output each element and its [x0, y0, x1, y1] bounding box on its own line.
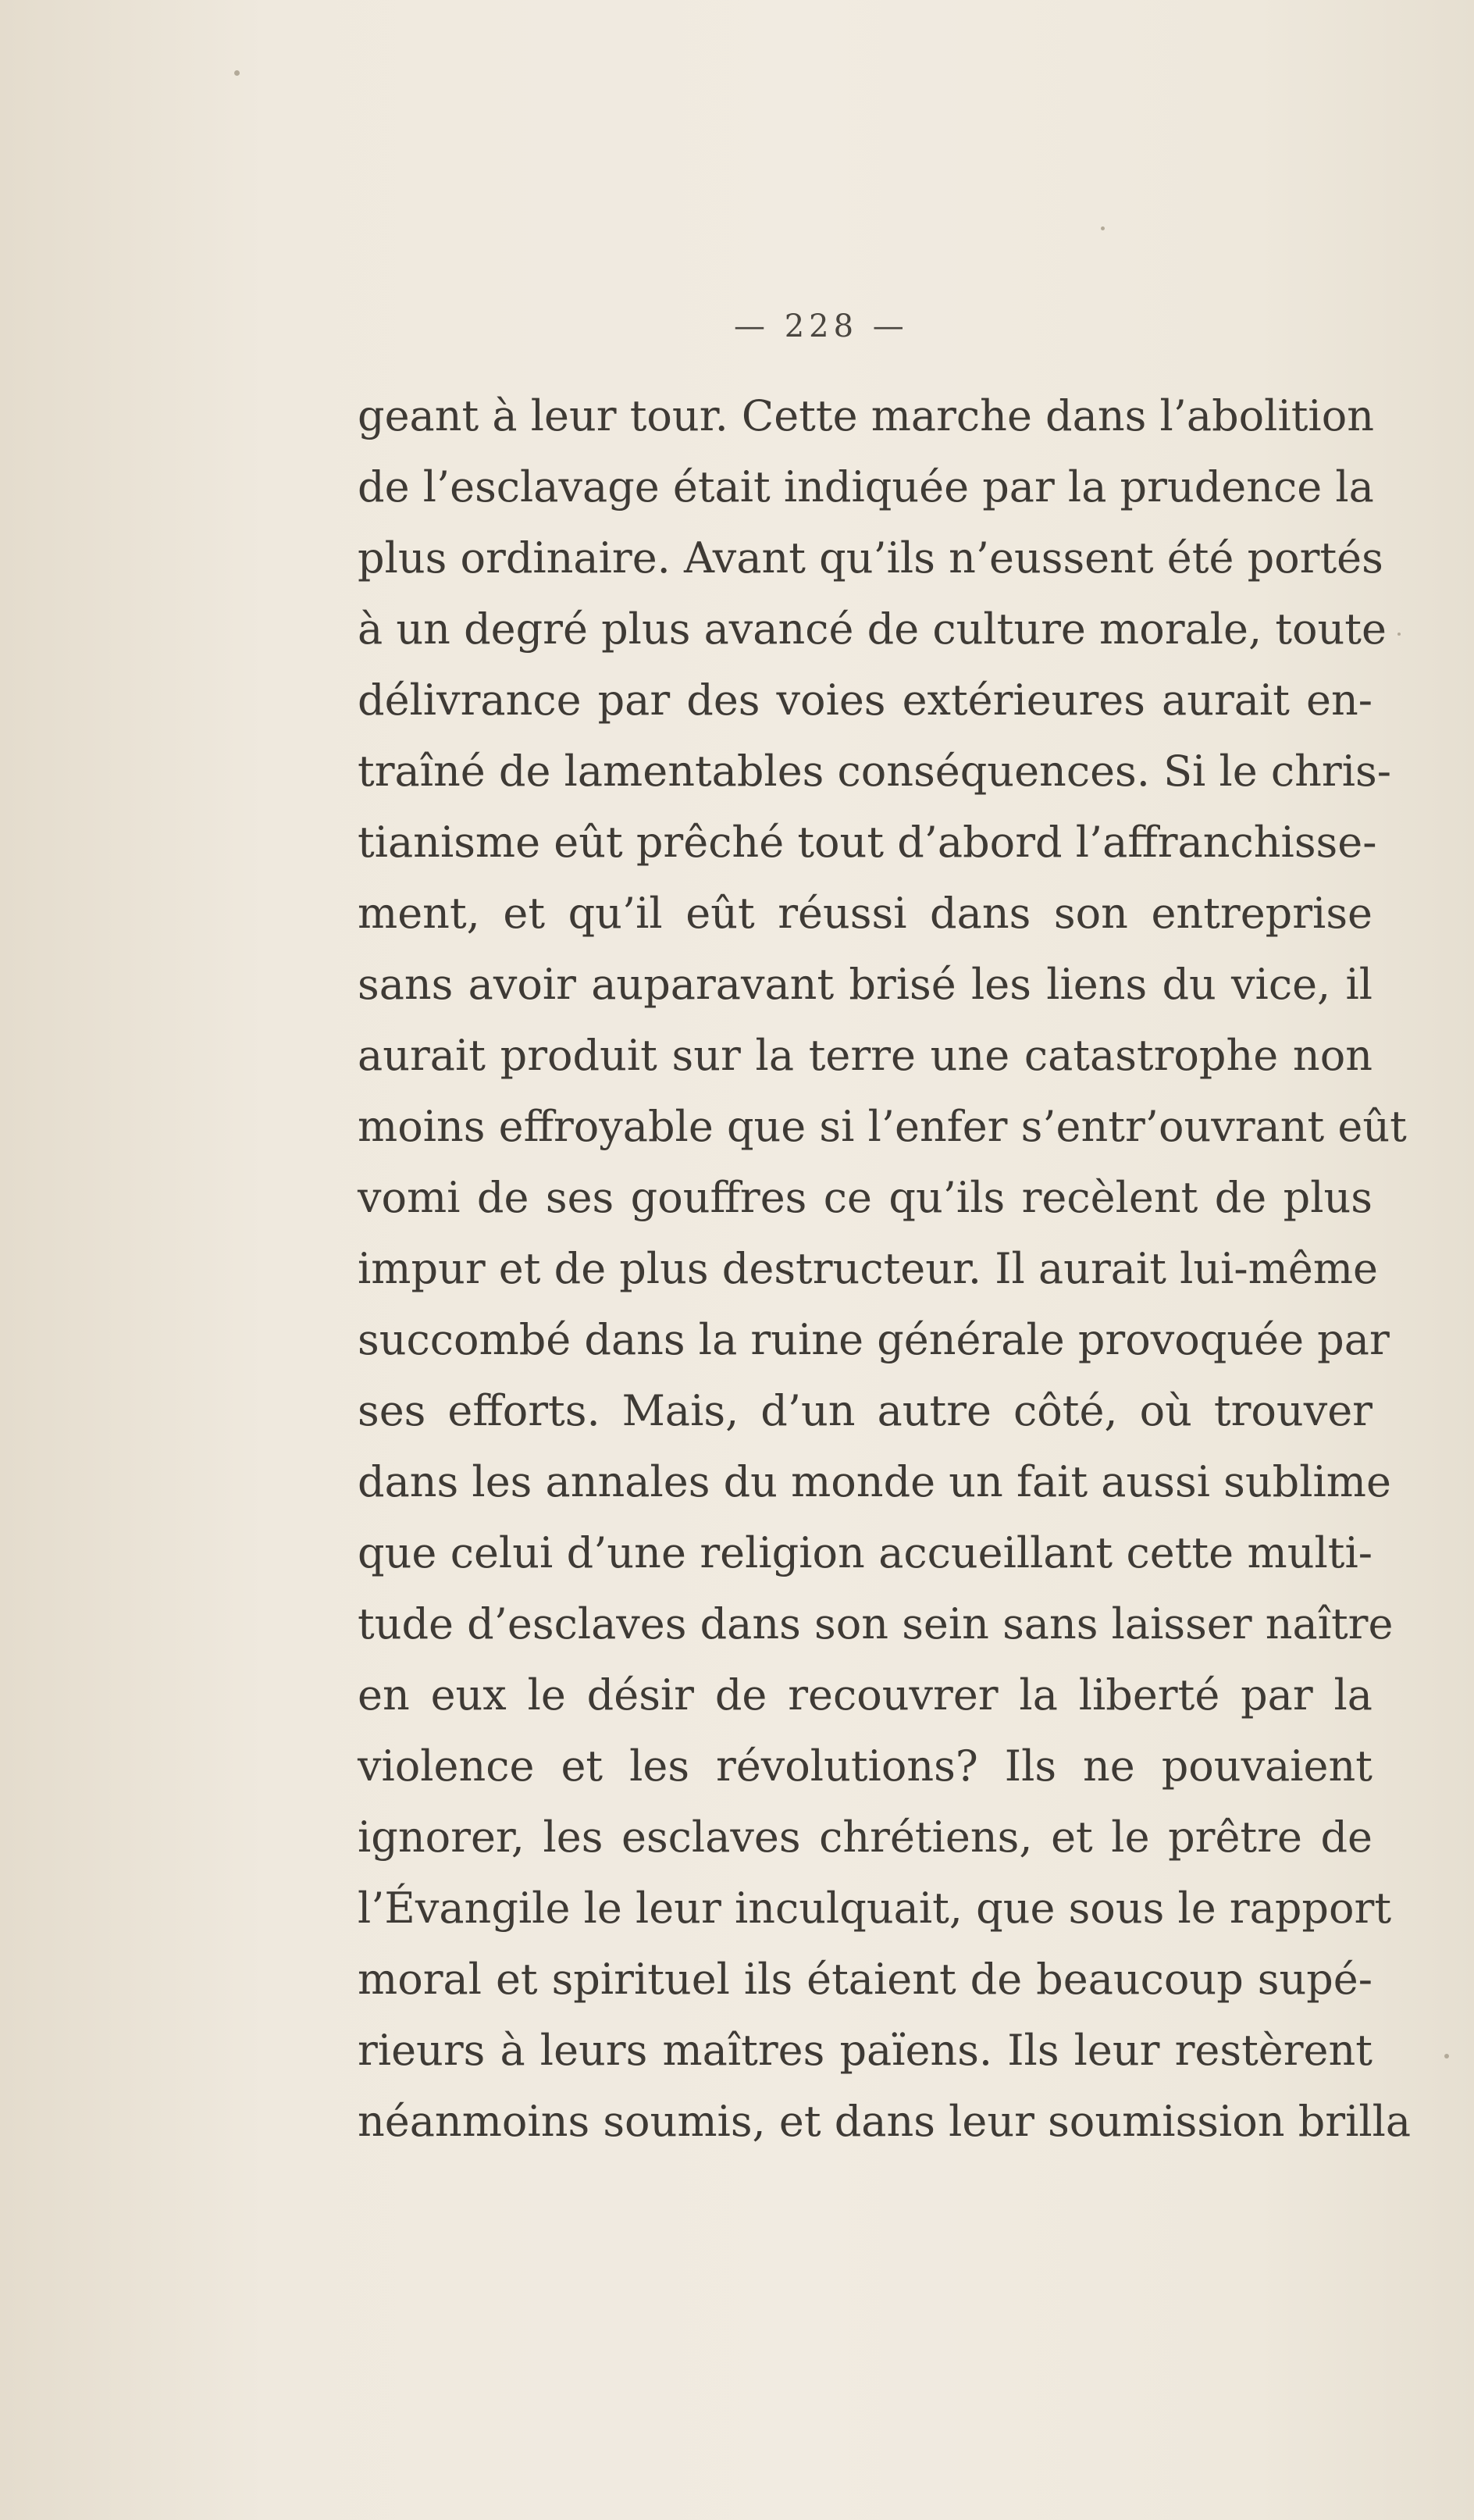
text-line: plus ordinaire. Avant qu’ils n’eussent été portés: [358, 533, 1383, 583]
text-line: tianisme eût prêché tout d’abord l’affranchisse-: [358, 818, 1377, 867]
text-line: moral et spirituel ils étaient de beaucoup supé-: [358, 1955, 1373, 2004]
text-line: néanmoins soumis, et dans leur soumission brilla: [358, 2097, 1412, 2146]
text-line: vomi de ses gouffres ce qu’ils recèlent de plus: [358, 1173, 1373, 1222]
text-line: geant à leur tour. Cette marche dans l’abolition: [358, 391, 1374, 440]
page-number: — 228 —: [734, 308, 909, 344]
text-line: ment, et qu’il eût réussi dans son entreprise: [358, 889, 1373, 938]
text-line: rieurs à leurs maîtres païens. Ils leur restèrent: [358, 2026, 1373, 2075]
text-line: de l’esclavage était indiquée par la prudence la: [358, 462, 1374, 511]
text-line: succombé dans la ruine générale provoquée par: [358, 1315, 1390, 1364]
text-line: à un degré plus avancé de culture morale, toute: [358, 604, 1387, 654]
text-line: l’Évangile le leur inculquait, que sous le rapport: [358, 1884, 1392, 1933]
text-line: aurait produit sur la terre une catastrophe non: [358, 1031, 1373, 1080]
text-line: moins effroyable que si l’enfer s’entr’ouvrant eût: [358, 1102, 1407, 1151]
paper-speck: [234, 70, 240, 76]
paper-speck: [1444, 2054, 1449, 2058]
text-line: ses efforts. Mais, d’un autre côté, où trouver: [358, 1386, 1373, 1435]
text-line: traîné de lamentables conséquences. Si le chris-: [358, 747, 1391, 796]
body-text: [358, 380, 1412, 2157]
text-line: ignorer, les esclaves chrétiens, et le prêtre de: [358, 1812, 1373, 1862]
text-line: que celui d’une religion accueillant cette multi-: [358, 1528, 1373, 1577]
paper-speck: [1397, 633, 1401, 636]
text-line: délivrance par des voies extérieures aurait en-: [358, 675, 1373, 725]
text-line: sans avoir auparavant brisé les liens du vice, il: [358, 960, 1373, 1009]
text-line: impur et de plus destructeur. Il aurait lui-même: [358, 1244, 1378, 1293]
text-line: en eux le désir de recouvrer la liberté par la: [358, 1670, 1373, 1720]
text-line: dans les annales du monde un fait aussi sublime: [358, 1457, 1391, 1506]
paper-speck: [1101, 226, 1105, 230]
text-line: violence et les révolutions? Ils ne pouvaient: [358, 1741, 1373, 1791]
text-line: tude d’esclaves dans son sein sans laisser naître: [358, 1599, 1394, 1649]
